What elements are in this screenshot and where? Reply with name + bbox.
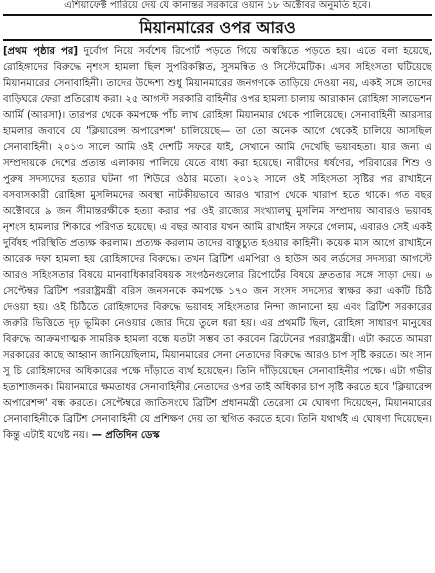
byline: — প্রতিদিন ডেস্ক — [88, 430, 160, 441]
article-text: দুর্বোগ নিয়ে সর্বশেষ রিপোর্ট পড়তে গিয়ে অস্বস্তিতে পড়তে হয়। এতে বলা হয়েছে, রোহিঙ্গাদের বিরুদ্ধে নৃশংস হামলা ছিল সুপরিকল্পিত, সুসমন্বিত ও সিস্টেমেটিক। এসব সহিংসতা ঘটিয়েছে মিয়ানমারের সেনাবাহিনী। তাদের উদ্দেশ্য শুধু মিয়ানমারের জনগণকে তাড়িয়ে দেওয়া নয়, একই সঙ্গে তাদের বাড়িঘরে ফেরা প্রতিরোধ করা। ২৫ আগস্ট সরকারি বাহিনীর ওপর হামলা চালায় আরাকান রোহিঙ্গা সালভেশন আর্মি (আরসা)। তারপর থেকে কমপক্ষে পাঁচ লাখ রোহিঙ্গা মিয়ানমার থেকে পালিয়েছে। সেনাবাহিনী আরসার হামলার জবাবে যে 'ক্লিয়ারেন্স অপারেশন্স' চালিয়েছে— তা তো অনেক আগে থেকেই চালিয়ে আসছিল সেনাবাহিনী। ২০১৩ সালে আমি ওই দেশটি সফরে যাই, সেখানে আমি দেখেছি ভয়াবহতা। যার জন্য এ সম্প্রদায়কে দেশের প্রত্যন্ত এলাকায় পালিয়ে যেতে বাধ্য করা হয়েছে। নারীদের ধর্ষণের, পরিবারের শিশু ও পুরুষ সদস্যদের হত্যার ঘটনা গা শিউরে ওঠার মতো। ২০১২ সালে ওই সহিংসতা সৃষ্টির পর রাখাইনে বসবাসকারী রোহিঙ্গা মুসলিমদের অবস্থা নাটকীয়ভাবে আরও খারাপ থেকে খারাপ হতে থাকে। গত বছর অক্টোবরে ৯ জন সীমান্তরক্ষীকে হত্যা করার পর ওই রাজ্যের সংখ্যালঘু মুসলিম সম্প্রদায় আবারও ভয়াবহ নৃশংস হামলার শিকারে পরিণত হয়েছে। এ বছর আবার যখন আমি রাখাইন সফরে গেলাম, এবারও সেই একই দুর্বিষহ পরিস্থিতি প্রত্যক্ষ করলাম। প্রত্যক্ষ করলাম তাদের বাস্তুচ্যুত হওয়ার কাহিনী। কয়েক মাস আগে রাখাইনে আরেক দফা হামলা হয় রোহিঙ্গাদের বিরুদ্ধে। তখন ব্রিটিশ এমপিরা ও হাউস অব লর্ডসের সদস্যরা আগস্টে আরও সহিংসতার বিষয়ে মানবাধিকারবিষয়ক সংগঠনগুলোর রিপোর্টের বিষয়ে দ্রুততার সঙ্গে সাড়া দেয়। ৬ সেপ্টেম্বর ব্রিটিশ পররাষ্ট্রমন্ত্রী বরিস জনসনকে কমপক্ষে ১৭০ জন সংসদ সদস্যের স্বাক্ষর করা একটি চিঠি দেওয়া হয়। ওই চিঠিতে রোহিঙ্গাদের বিরুদ্ধে ভয়াবহ সহিংসতার নিন্দা জানানো হয় এবং ব্রিটিশ সরকারের জরুরি ভিত্তিতে দৃঢ় ভূমিকা নেওয়ার জোর দিয়ে তুলে ধরা হয়। এর প্রথমটি ছিল, রোহিঙ্গা সাধারণ মানুষের বিরুদ্ধে আক্রমণাত্মক সামরিক হামলা বন্ধে যতটা সম্ভব তা করবেন ব্রিটেনের পররাষ্ট্রমন্ত্রী। এটা করতে আমরা সরকারের কাছে আহ্বান জানিয়েছিলাম, মিয়ানমারের সেনা নেতাদের বিরুদ্ধে আরও চাপ সৃষ্টি করতে। অং সান সু চি রোহিঙ্গাদের অধিকারের পক্ষে দাঁড়াতে ব্যর্থ হয়েছেন। তিনি দাঁড়িয়েছেন সেনাবাহিনীর পক্ষে। এটা গভীর হতাশাজনক। মিয়ানমারে ক্ষমতাধর সেনাবাহিনীর নেতাদের ওপর তাই অধিকার চাপ সৃষ্টি করতে হবে 'ক্লিয়ারেন্স অপারেশন্স' বন্ধ করতে। সেপ্টেম্বরে জাতিসংঘে ব্রিটিশ প্রধানমন্ত্রী তেরেসা মে ঘোষণা দিয়েছেন, মিয়ানমারের সেনাবাহিনীকে ব্রিটিশ সেনাবাহিনী যে প্রশিক্ষণ দেয় তা স্থগিত করতে হবে। তিনি যথার্থই এ ঘোষণা দিয়েছেন। কিন্তু এটাই যথেষ্ট নয়। — [3, 46, 432, 441]
article-body — [3, 44, 432, 564]
previous-article-tail: এশিয়াফেক্ট পারিয়ে দেয় যে কানান্তর সরকারে ওয়ান ১৮ অক্টোবর অনুমতি হবে। — [64, 0, 371, 11]
continuation-label: [প্রথম পৃষ্ঠার পর] — [3, 46, 78, 57]
headline-box — [3, 14, 432, 41]
headline: মিয়ানমারের ওপর আরও — [139, 18, 296, 37]
